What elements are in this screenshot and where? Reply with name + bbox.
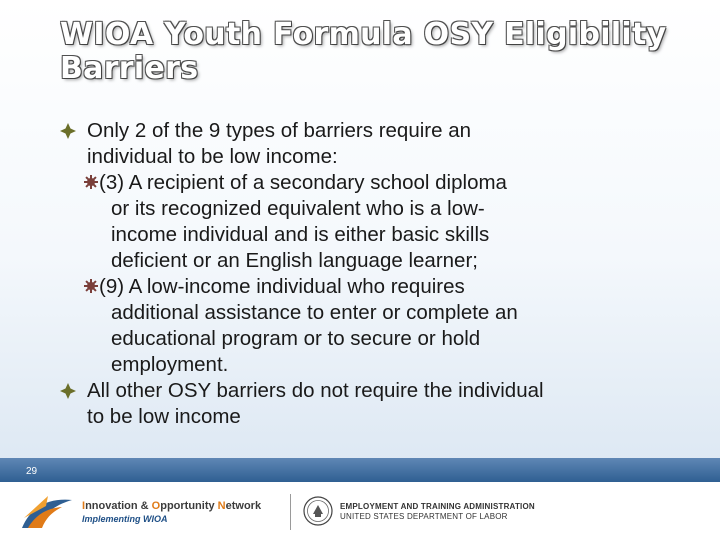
slide-title: WIOA Youth Formula OSY Eligibility Barriers bbox=[60, 17, 667, 86]
bullet-line: educational program or to secure or hold bbox=[111, 327, 481, 350]
ion-logo-icon bbox=[18, 494, 76, 532]
bullet-line: (3) A recipient of a secondary school diploma bbox=[99, 171, 507, 194]
bullet-line: (9) A low-income individual who requires bbox=[99, 275, 465, 298]
diamond-bullet-icon bbox=[60, 123, 76, 139]
org-name: Innovation & Opportunity Network bbox=[82, 500, 262, 512]
footer-band bbox=[0, 458, 720, 482]
department-name: UNITED STATES DEPARTMENT OF LABOR bbox=[340, 512, 508, 521]
bullet-line: individual to be low income: bbox=[87, 145, 338, 168]
diamond-bullet-icon bbox=[60, 383, 76, 399]
dol-seal-icon bbox=[303, 496, 333, 526]
bullet-level1 bbox=[60, 118, 680, 170]
bullet-line: All other OSY barriers do not require the individual bbox=[87, 379, 544, 402]
bullet-line: income individual and is either basic skills bbox=[111, 223, 490, 246]
page-number: 29 bbox=[26, 466, 38, 477]
bullet-line: Only 2 of the 9 types of barriers require an bbox=[87, 119, 472, 142]
bullet-level1 bbox=[60, 378, 680, 430]
bullet-line: or its recognized equivalent who is a low- bbox=[111, 197, 485, 220]
gear-bullet-icon bbox=[84, 175, 98, 189]
bullet-line: employment. bbox=[111, 353, 229, 376]
footer-divider bbox=[290, 494, 291, 530]
bullet-line: additional assistance to enter or complete an bbox=[111, 301, 518, 324]
gear-bullet-icon bbox=[84, 279, 98, 293]
bullet-line: to be low income bbox=[87, 405, 241, 428]
bullet-line: deficient or an English language learner; bbox=[111, 249, 478, 272]
slide-body bbox=[60, 118, 680, 430]
agency-name: EMPLOYMENT AND TRAINING ADMINISTRATION bbox=[340, 502, 535, 511]
org-tagline: Implementing WIOA bbox=[82, 514, 168, 524]
bullet-level2 bbox=[60, 170, 680, 274]
bullet-level2 bbox=[60, 274, 680, 378]
